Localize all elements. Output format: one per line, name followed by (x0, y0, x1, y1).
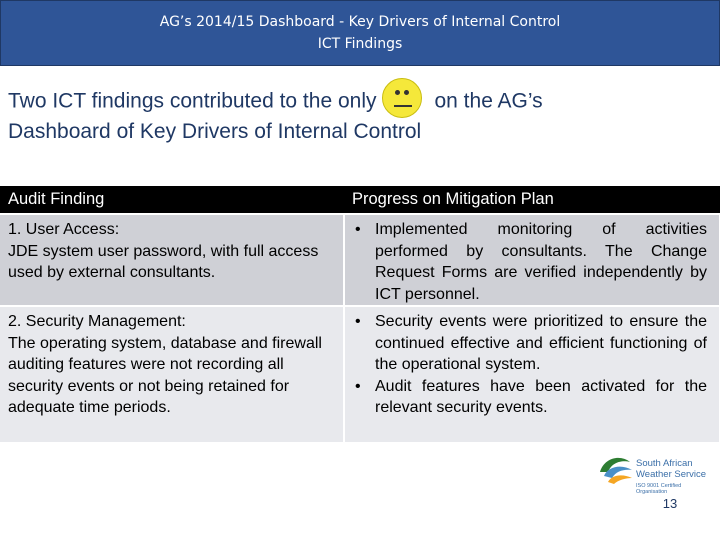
progress-cell (344, 214, 720, 306)
finding-text: The operating system, database and firewall auditing features were not recording all security events or not being retained for adequate time periods. (8, 334, 322, 416)
progress-item: • Implemented monitoring of activities performed by consultants. The Change Request Forms are verified independently by ICT personnel. (353, 219, 707, 305)
table-row (0, 214, 720, 306)
header-title: AG’s 2014/15 Dashboard - Key Drivers of Internal Control (159, 14, 561, 30)
header-subtitle: ICT Findings (317, 36, 403, 52)
intro-text-part1: Two ICT findings contributed to the only (8, 89, 377, 113)
weather-swirl-icon (596, 452, 636, 488)
logo-line1: South African (636, 458, 693, 469)
progress-item: • Audit features have been activated for the relevant security events. (353, 376, 707, 419)
progress-item: • Security events were prioritized to ensure the continued effective and efficient functioning of the operational system. (353, 311, 707, 376)
finding-cell (0, 214, 344, 306)
page-number: 13 (662, 496, 678, 511)
neutral-face-icon (382, 78, 422, 118)
finding-cell (0, 306, 344, 442)
finding-title: 1. User Access: (8, 221, 120, 238)
intro-text-line2: Dashboard of Key Drivers of Internal Control (8, 120, 422, 143)
logo-iso: ISO 9001 Certified Organisation (636, 483, 682, 495)
table-row (0, 306, 720, 442)
finding-title: 2. Security Management: (8, 313, 186, 330)
logo-line2: Weather Service (636, 469, 707, 480)
intro-text-part2: on the AG’s (434, 89, 543, 113)
slide-header (0, 0, 720, 66)
table-header-row (0, 186, 720, 214)
column-header-progress: Progress on Mitigation Plan (344, 186, 720, 214)
finding-text: JDE system user password, with full access used by external consultants. (8, 242, 319, 281)
intro-statement (8, 86, 708, 145)
saws-logo (596, 452, 712, 498)
findings-table (0, 186, 720, 442)
progress-cell (344, 306, 720, 442)
column-header-audit-finding: Audit Finding (0, 186, 344, 214)
